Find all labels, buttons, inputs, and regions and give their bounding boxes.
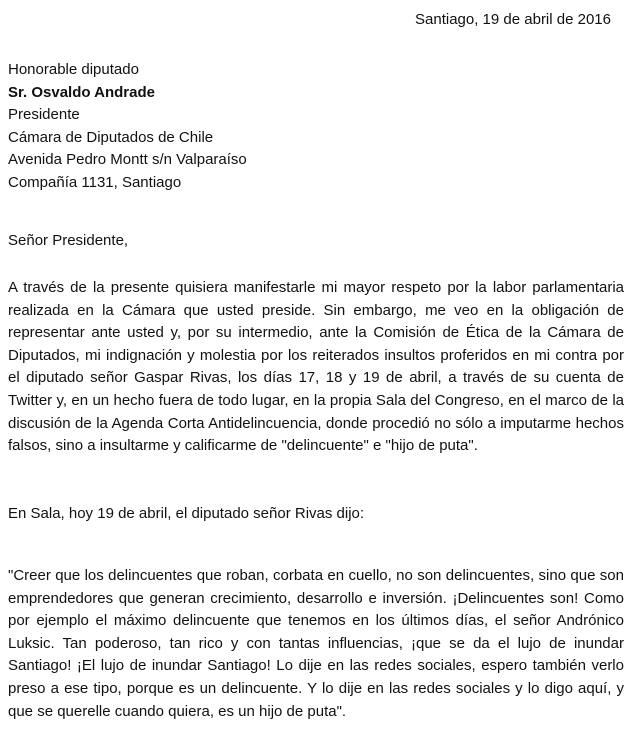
- quoted-statement: "Creer que los delincuentes que roban, corbata en cuello, no son delincuentes, sino que son emprendedores que generan crecimiento, desarrollo e inversión. ¡Delincuentes son! Como por ejemplo el máximo delincuente que tenemos en los últimos días, el señor Andrónico Luksic. Tan poderoso, tan rico y con tantas influencias, ¡que se da el lujo de inundar Santiago! ¡El lujo de inundar Santiago! Lo dije en las redes sociales, espero también verlo preso a ese tipo, porque es un delincuente. Y lo dije en las redes sociales y lo digo aquí, y que se querelle cuando quiera, es un hijo de puta".: [8, 567, 624, 720]
- recipient-institution: Cámara de Diputados de Chile: [8, 128, 214, 146]
- body-paragraph-1: A través de la presente quisiera manifestarle mi mayor respeto por la labor parlamentaria realizada en la Cámara que usted preside. Sin embargo, me veo en la obligación de representar ante usted y, por su intermedio, ante la Comisión de Ética de la Cámara de Diputados, mi indignación y molestia por los reiterados insultos proferidos en mi contra por el diputado señor Gaspar Rivas, los días 17, 18 y 19 de abril, a través de su cuenta de Twitter y, en un hecho fuera de todo lugar, en la propia Sala del Congreso, en el marco de la discusión de la Agenda Corta Antidelincuencia, donde procedió no sólo a imputarme hechos falsos, sino a insultarme y calificarme de "delincuente" e "hijo de puta".: [8, 279, 624, 455]
- recipient-block: [8, 59, 247, 194]
- body-paragraph-2: En Sala, hoy 19 de abril, el diputado señor Rivas dijo:: [8, 505, 365, 522]
- salutation: Señor Presidente,: [8, 232, 129, 249]
- letter-date: Santiago, 19 de abril de 2016: [415, 11, 611, 28]
- recipient-honorific: Honorable diputado: [8, 61, 139, 78]
- recipient-title: Presidente: [8, 106, 80, 123]
- recipient-address-1: Avenida Pedro Montt s/n Valparaíso: [8, 151, 247, 168]
- recipient-name: Sr. Osvaldo Andrade: [8, 83, 155, 101]
- recipient-address-2: Compañía 1131, Santiago: [8, 173, 182, 191]
